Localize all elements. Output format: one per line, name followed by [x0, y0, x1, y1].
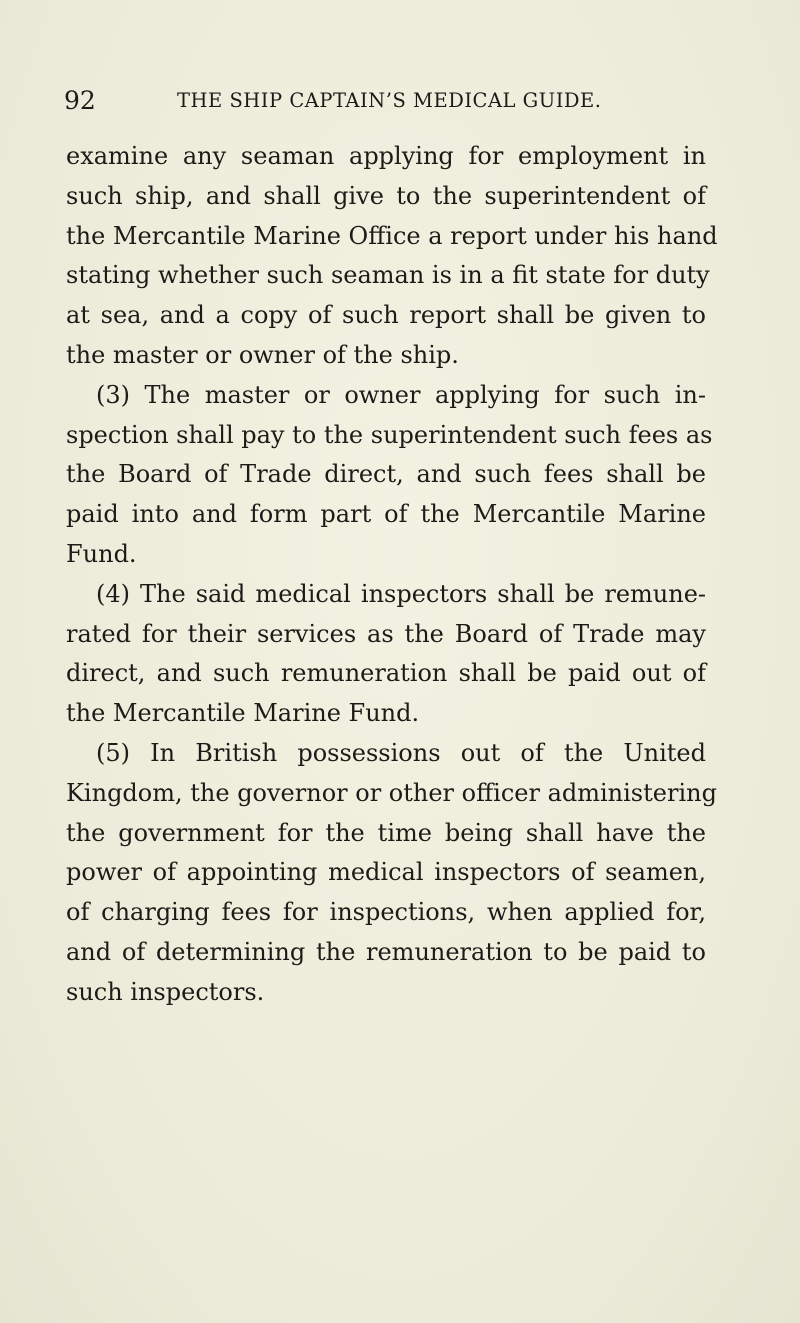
text-line: and of determining the remuneration to be paid to [66, 937, 706, 966]
text-line: the government for the time being shall have the [66, 818, 706, 847]
text-line: the Mercantile Marine Fund. [66, 699, 420, 728]
running-head: THE SHIP CAPTAIN’S MEDICAL GUIDE. [177, 89, 602, 112]
text-line: of charging fees for inspections, when applied for, [66, 898, 706, 927]
text-line: at sea, and a copy of such report shall be given to [66, 301, 706, 330]
text-line: rated for their services as the Board of Trade may [66, 619, 706, 648]
text-line: such inspectors. [66, 977, 265, 1006]
text-line: stating whether such seaman is in a fit state for duty [66, 261, 710, 290]
text-line: the Mercantile Marine Office a report under his hand [66, 221, 718, 250]
text-line: Fund. [66, 539, 137, 568]
paragraph-5-start: (5) In British possessions out of the United [96, 738, 706, 767]
text-line: paid into and form part of the Mercantile Marine [66, 500, 706, 529]
body-text [66, 137, 718, 1013]
paragraph-3-start: (3) The master or owner applying for such in- [96, 380, 706, 409]
text-line: examine any seaman applying for employment in [66, 142, 706, 170]
text-line: the master or owner of the ship. [66, 340, 459, 369]
text-line: such ship, and shall give to the superintendent of [66, 181, 706, 210]
paragraph-4-start: (4) The said medical inspectors shall be remune- [96, 579, 706, 608]
page-number: 92 [64, 86, 96, 115]
text-line: the Board of Trade direct, and such fees shall be [66, 460, 706, 489]
text-line: spection shall pay to the superintendent such fees as [66, 420, 713, 449]
text-line: power of appointing medical inspectors of seamen, [66, 858, 706, 887]
text-line: direct, and such remuneration shall be paid out of [66, 659, 706, 688]
page-header [64, 83, 704, 119]
text-line: Kingdom, the governor or other officer administering [66, 778, 717, 807]
